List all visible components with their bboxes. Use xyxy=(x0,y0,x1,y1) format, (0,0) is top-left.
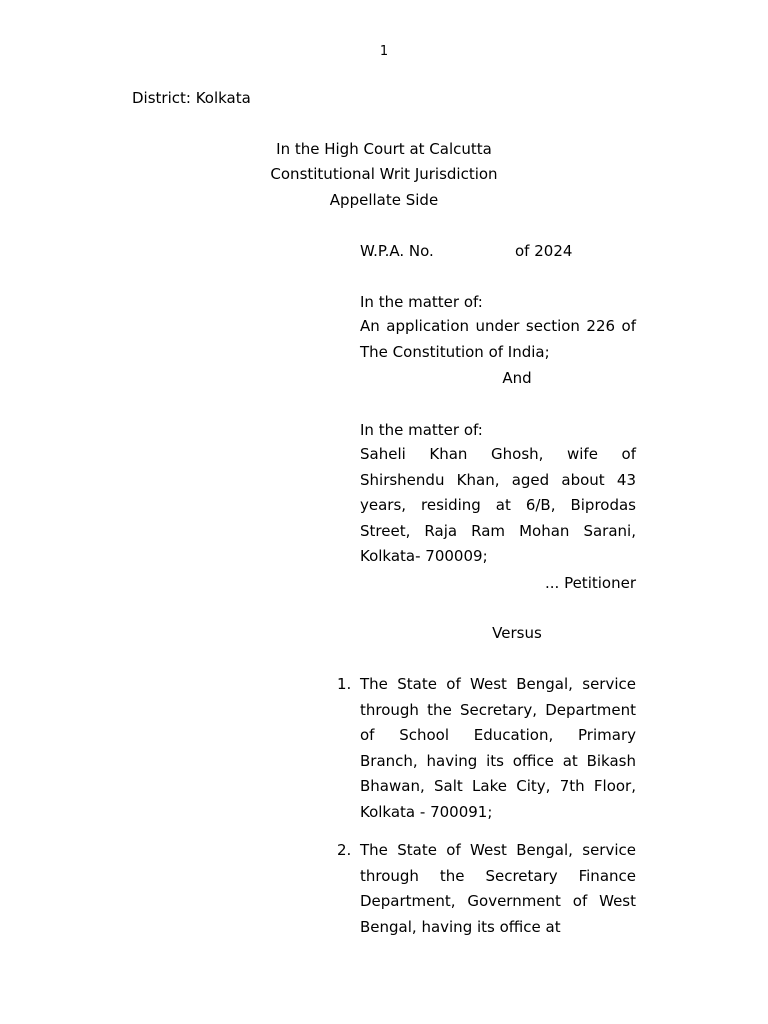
petitioner-role: ... Petitioner xyxy=(545,574,636,592)
respondent-text-1: The State of West Bengal, service through the Secretary, Department of School Education, Primary Branch, having its office at Bikash Bhawan, Salt Lake City, 7th Floor, Kolkata - 700091; xyxy=(360,675,636,821)
matter-heading-2: In the matter of: xyxy=(360,421,483,439)
court-side: Appellate Side xyxy=(329,191,439,209)
petitioner-details: Saheli Khan Ghosh, wife of Shirshendu Khan, aged about 43 years, residing at 6/B, Biprodas Street, Raja Ram Mohan Sarani, Kolkata- 700009; xyxy=(360,445,636,565)
wpa-label: W.P.A. No. xyxy=(360,242,434,260)
matter-text-1: An application under section 226 of The Constitution of India; xyxy=(360,317,636,361)
page-number: 1 xyxy=(379,44,389,59)
respondent-number-2: 2. xyxy=(337,841,352,859)
respondent-text-2: The State of West Bengal, service through the Secretary Finance Department, Government of West Bengal, having its office at xyxy=(360,841,636,936)
respondent-number-1: 1. xyxy=(337,675,352,693)
matter-heading-1: In the matter of: xyxy=(360,293,483,311)
court-name: In the High Court at Calcutta xyxy=(276,140,492,158)
district-label: District: Kolkata xyxy=(132,89,251,107)
court-jurisdiction: Constitutional Writ Jurisdiction xyxy=(270,165,498,183)
versus-label: Versus xyxy=(492,624,542,642)
and-label: And xyxy=(502,369,532,387)
case-year: of 2024 xyxy=(515,242,573,260)
case-number-line xyxy=(360,241,636,261)
